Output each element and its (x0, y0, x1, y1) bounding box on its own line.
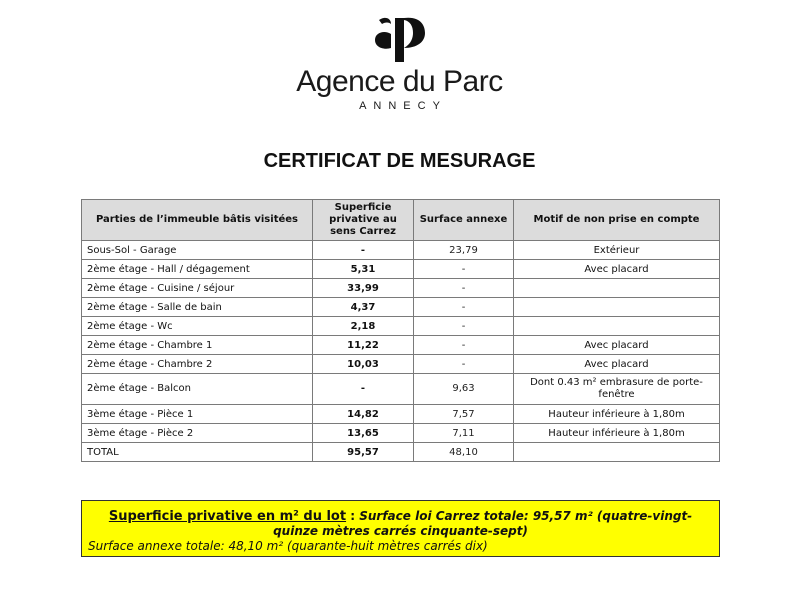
header-parts: Parties de l’immeuble bâtis visitées (82, 200, 313, 241)
cell-carrez: 33,99 (313, 279, 414, 298)
table-total-row (82, 443, 720, 462)
cell-motif: Avec placard (514, 260, 720, 279)
cell-part: 2ème étage - Cuisine / séjour (82, 279, 313, 298)
table-row (82, 260, 720, 279)
cell-part: 3ème étage - Pièce 1 (82, 405, 313, 424)
cell-carrez: 4,37 (313, 298, 414, 317)
cell-carrez: 10,03 (313, 355, 414, 374)
cell-part: 2ème étage - Salle de bain (82, 298, 313, 317)
cell-annexe: - (414, 260, 514, 279)
header-motif: Motif de non prise en compte (514, 200, 720, 241)
document-title: CERTIFICAT DE MESURAGE (263, 150, 536, 172)
cell-part: 2ème étage - Balcon (82, 374, 313, 405)
cell-motif: Avec placard (514, 336, 720, 355)
header-annexe: Surface annexe (414, 200, 514, 241)
summary-carrez-text: Surface loi Carrez totale: 95,57 m² (quatre-vingt-quinze mètres carrés cinquante-sept) (273, 509, 693, 538)
measurement-table (81, 199, 720, 462)
table-header-row (82, 200, 720, 241)
summary-box (81, 500, 720, 557)
ap-monogram-icon (365, 14, 435, 62)
table-row (82, 279, 720, 298)
table-row (82, 298, 720, 317)
cell-part: 3ème étage - Pièce 2 (82, 424, 313, 443)
cell-motif (514, 279, 720, 298)
cell-part: 2ème étage - Chambre 1 (82, 336, 313, 355)
cell-motif: Dont 0.43 m² embrasure de porte-fenêtre (514, 374, 720, 405)
summary-carrez-line (82, 509, 719, 539)
cell-part: TOTAL (82, 443, 313, 462)
table-row (82, 241, 720, 260)
table-row (82, 317, 720, 336)
cell-part: 2ème étage - Wc (82, 317, 313, 336)
cell-carrez: - (313, 374, 414, 405)
cell-annexe: 48,10 (414, 443, 514, 462)
cell-annexe: - (414, 355, 514, 374)
cell-annexe: 23,79 (414, 241, 514, 260)
cell-carrez: 2,18 (313, 317, 414, 336)
cell-carrez: - (313, 241, 414, 260)
cell-part: 2ème étage - Chambre 2 (82, 355, 313, 374)
agency-name: Agence du Parc (296, 65, 503, 98)
table-row (82, 355, 720, 374)
cell-part: 2ème étage - Hall / dégagement (82, 260, 313, 279)
agency-logo (0, 14, 799, 112)
cell-motif (514, 317, 720, 336)
summary-label: Superficie privative en m² du lot (108, 509, 347, 524)
cell-carrez: 95,57 (313, 443, 414, 462)
cell-motif: Avec placard (514, 355, 720, 374)
cell-carrez: 13,65 (313, 424, 414, 443)
cell-annexe: 9,63 (414, 374, 514, 405)
cell-motif: Hauteur inférieure à 1,80m (514, 405, 720, 424)
cell-annexe: - (414, 336, 514, 355)
cell-annexe: - (414, 317, 514, 336)
agency-city: ANNECY (359, 100, 447, 112)
header-carrez: Superficie privative au sens Carrez (313, 200, 414, 241)
table-row (82, 374, 720, 405)
cell-part: Sous-Sol - Garage (82, 241, 313, 260)
cell-motif: Extérieur (514, 241, 720, 260)
table-row (82, 424, 720, 443)
cell-carrez: 14,82 (313, 405, 414, 424)
cell-annexe: - (414, 279, 514, 298)
summary-separator: : (346, 509, 360, 523)
cell-carrez: 5,31 (313, 260, 414, 279)
cell-motif (514, 443, 720, 462)
cell-motif: Hauteur inférieure à 1,80m (514, 424, 720, 443)
cell-annexe: 7,11 (414, 424, 514, 443)
cell-annexe: 7,57 (414, 405, 514, 424)
table-row (82, 405, 720, 424)
cell-carrez: 11,22 (313, 336, 414, 355)
table-row (82, 336, 720, 355)
cell-annexe: - (414, 298, 514, 317)
summary-annexe-text: Surface annexe totale: 48,10 m² (quarante-huit mètres carrés dix) (88, 539, 488, 553)
cell-motif (514, 298, 720, 317)
